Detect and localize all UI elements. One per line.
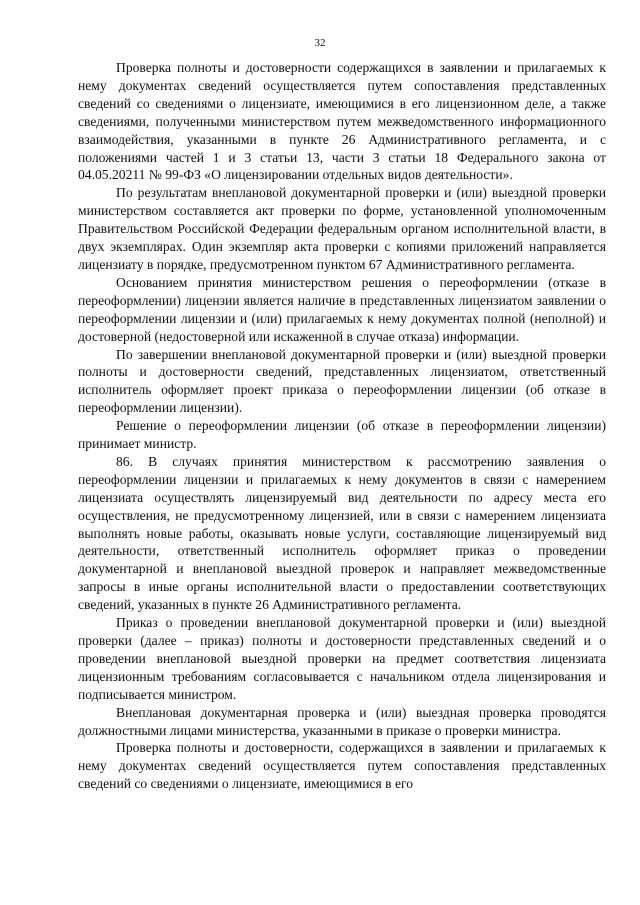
- paragraph-decision-grounds: Основанием принятия министерством решения о переоформлении (отказе в переоформлении) лицензии является наличие в представленных лицензиатом заявлении о переоформлении лицензии и (или) прилагаемых к нему документах полной (неполной) и достоверной (недостоверной или искаженной в случае отказа) информации.: [78, 274, 606, 344]
- paragraph-item-86: 86. В случаях принятия министерством к рассмотрению заявления о переоформлении лицензии и прилагаемых к нему документов в связи с намерением лицензиата осуществлять лицензируемый вид деятельности по адресу места его осуществления, не предусмотренному лицензией, или в связи с намерением лицензиата выполнять новые работы, оказывать новые услуги, составляющие лицензируемый вид деятельности, ответственный исполнитель оформляет приказ о проведении документарной и внеплановой выездной проверок и направляет межведомственные запросы в иные органы исполнительной власти о предоставлении соответствующих сведений, указанных в пункте 26 Административного регламента.: [78, 453, 606, 613]
- paragraph-minister-decision: Решение о переоформлении лицензии (об отказе в переоформлении лицензии) принимает министр.: [78, 418, 606, 452]
- paragraph-inspection-order: Приказ о проведении внеплановой документарной проверки и (или) выездной проверки (далее – приказ) полноты и достоверности представленных сведений и о проведении внеплановой выездной проверки на предмет соответствия лицензиата лицензионным требованиям согласовывается с начальником отдела лицензирования и подписывается министром.: [78, 615, 606, 702]
- paragraph-inspection-officials: Внеплановая документарная проверка и (или) выездная проверка проводятся должностными лицами министерства, указанными в приказе о проверки министра.: [78, 704, 606, 738]
- paragraph-verification-method: Проверка полноты и достоверности содержащихся в заявлении и прилагаемых к нему документах сведений осуществляется путем сопоставления представленных сведений со сведениями о лицензиате, имеющимися в его лицензионном деле, а также сведениями, полученными министерством путем межведомственного информационного взаимодействия, указанными в пункте 26 Административного регламента, и с положениями частей 1 и 3 статьи 13, части 3 статьи 18 Федерального закона от 04.05.20211 № 99-ФЗ «О лицензировании отдельных видов деятельности».: [78, 60, 606, 183]
- paragraph-inspection-act: По результатам внеплановой документарной проверки и (или) выездной проверки министерством составляется акт проверки по форме, установленной уполномоченным Правительством Российской Федерации федеральным органом исполнительной власти, в двух экземплярах. Один экземпляр акта проверки с копиями приложений направляется лицензиату в порядке, предусмотренном пунктом 67 Административного регламента.: [78, 185, 606, 272]
- body-text: [78, 59, 606, 793]
- paragraph-verification-continued: Проверка полноты и достоверности, содержащихся в заявлении и прилагаемых к нему документах сведений осуществляется путем сопоставления представленных сведений со сведениями о лицензиате, имеющимися в его: [78, 740, 606, 792]
- paragraph-draft-order: По завершении внеплановой документарной проверки и (или) выездной проверки полноты и достоверности сведений, представленных лицензиатом, ответственный исполнитель оформляет проект приказа о переоформлении лицензии (об отказе в переоформлении лицензии).: [78, 346, 606, 416]
- page-number: 32: [314, 37, 326, 49]
